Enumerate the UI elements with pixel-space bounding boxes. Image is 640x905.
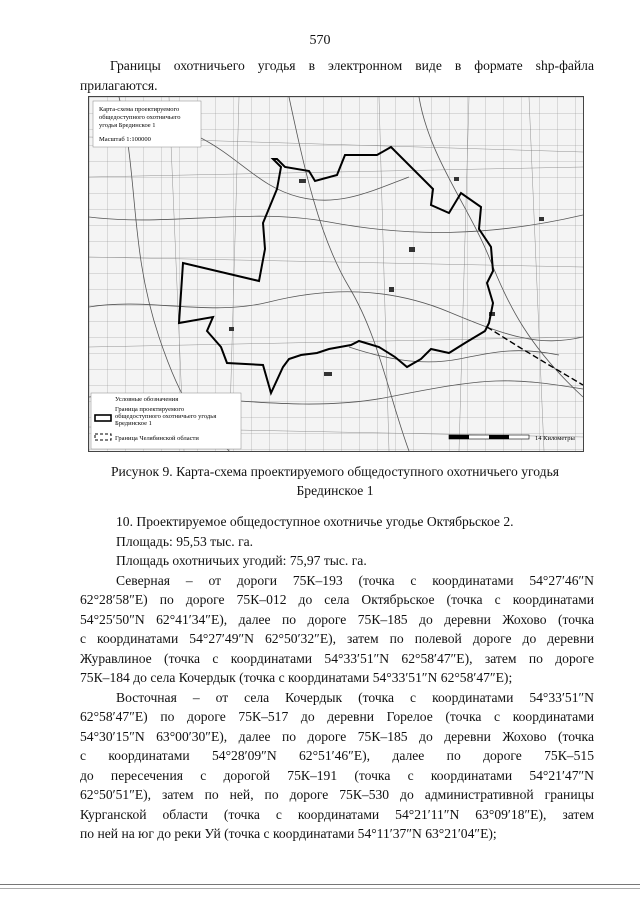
- body-text: [80, 512, 594, 844]
- map-scale: Масштаб 1:100000: [99, 136, 151, 143]
- intro-line: Границы охотничьего угодья в электронном виде в формате shp-файла: [110, 58, 594, 73]
- figure-caption: [80, 462, 590, 500]
- east-boundary-line: по ней на юг до реки Уй (точка с координатами 54°11′37″N 63°21′04″E);: [80, 826, 497, 841]
- intro-line: прилагаются.: [80, 77, 158, 93]
- legend-item1-line: Граница проектируемого: [115, 406, 185, 413]
- caption-line: Рисунок 9. Карта-схема проектируемого общедоступного охотничьего угодья: [110, 464, 560, 479]
- legend-item1-line: общедоступного охотничьего угодья: [115, 413, 217, 420]
- east-boundary-line: 62°50′51″E), затем по ней, по дороге 75К–530 до административной границы: [80, 787, 594, 802]
- north-boundary-line: с координатами 54°27′49″N 62°50′32″E), затем по полевой дороге до деревни: [80, 631, 594, 646]
- east-boundary-line: с координатами 54°28′09″N 62°51′46″E), далее по дороге 75К–515: [80, 748, 594, 763]
- north-boundary-line: Северная – от дороги 75К–193 (точка с координатами 54°27′46″N: [116, 572, 594, 588]
- map-title-line: угодья Брединское 1: [99, 122, 156, 129]
- area-line: Площадь: 95,53 тыс. га.: [116, 533, 254, 549]
- legend-title: Условные обозначения: [115, 396, 179, 403]
- north-boundary-line: Журавлиное (точка с координатами 54°33′51″N 62°58′47″E), затем по дороге: [80, 650, 594, 666]
- page-number: 570: [309, 33, 331, 48]
- legend-item1-line: Брединское 1: [115, 420, 152, 427]
- hunting-area-line: Площадь охотничьих угодий: 75,97 тыс. га.: [116, 553, 367, 568]
- east-boundary-line: Курганской области (точка с координатами 54°21′11″N 63°09′18″E), затем: [80, 806, 594, 822]
- north-boundary-line: 62°28′58″E) по дороге 75К–012 до села Октябрьское (точка с координатами: [80, 592, 594, 607]
- map-title-line: Карта-схема проектируемого: [99, 106, 180, 113]
- scale-bar-segment: [449, 435, 469, 439]
- section-heading: 10. Проектируемое общедоступное охотничье угодье Октябрьское 2.: [116, 514, 514, 529]
- scan-edge-line: [0, 888, 640, 889]
- east-boundary-line: до пересечения с дорогой 75К–191 (точка с координатами 54°21′47″N: [80, 767, 594, 783]
- map-canvas: [89, 97, 583, 451]
- east-boundary-line: 54°30′15″N 63°00′30″E), далее по дороге 75К–185 до деревни Жохово (точка: [80, 728, 594, 744]
- legend-item2: Граница Челябинской области: [115, 435, 199, 442]
- north-boundary-line: 75К–184 до села Кочердык (точка с координатами 54°33′51″N 62°58′47″E);: [80, 670, 513, 685]
- scale-bar-segment: [489, 435, 509, 439]
- east-boundary-line: 62°58′47″E) по дороге 75К–517 до деревни Горелое (точка с координатами: [80, 709, 594, 724]
- map-title-line: общедоступного охотничьего: [99, 114, 181, 121]
- north-boundary-line: 54°25′50″N 62°41′34″E), далее по дороге 75К–185 до деревни Жохово (точка: [80, 611, 594, 627]
- caption-line: Брединское 1: [296, 483, 374, 498]
- scan-edge-line: [0, 884, 640, 885]
- scale-bar-label: 14 Километры: [535, 435, 575, 442]
- east-boundary-line: Восточная – от села Кочердык (точка с координатами 54°33′51″N: [116, 689, 594, 705]
- hunting-ground-map: [88, 96, 584, 452]
- intro-paragraph: [80, 56, 594, 95]
